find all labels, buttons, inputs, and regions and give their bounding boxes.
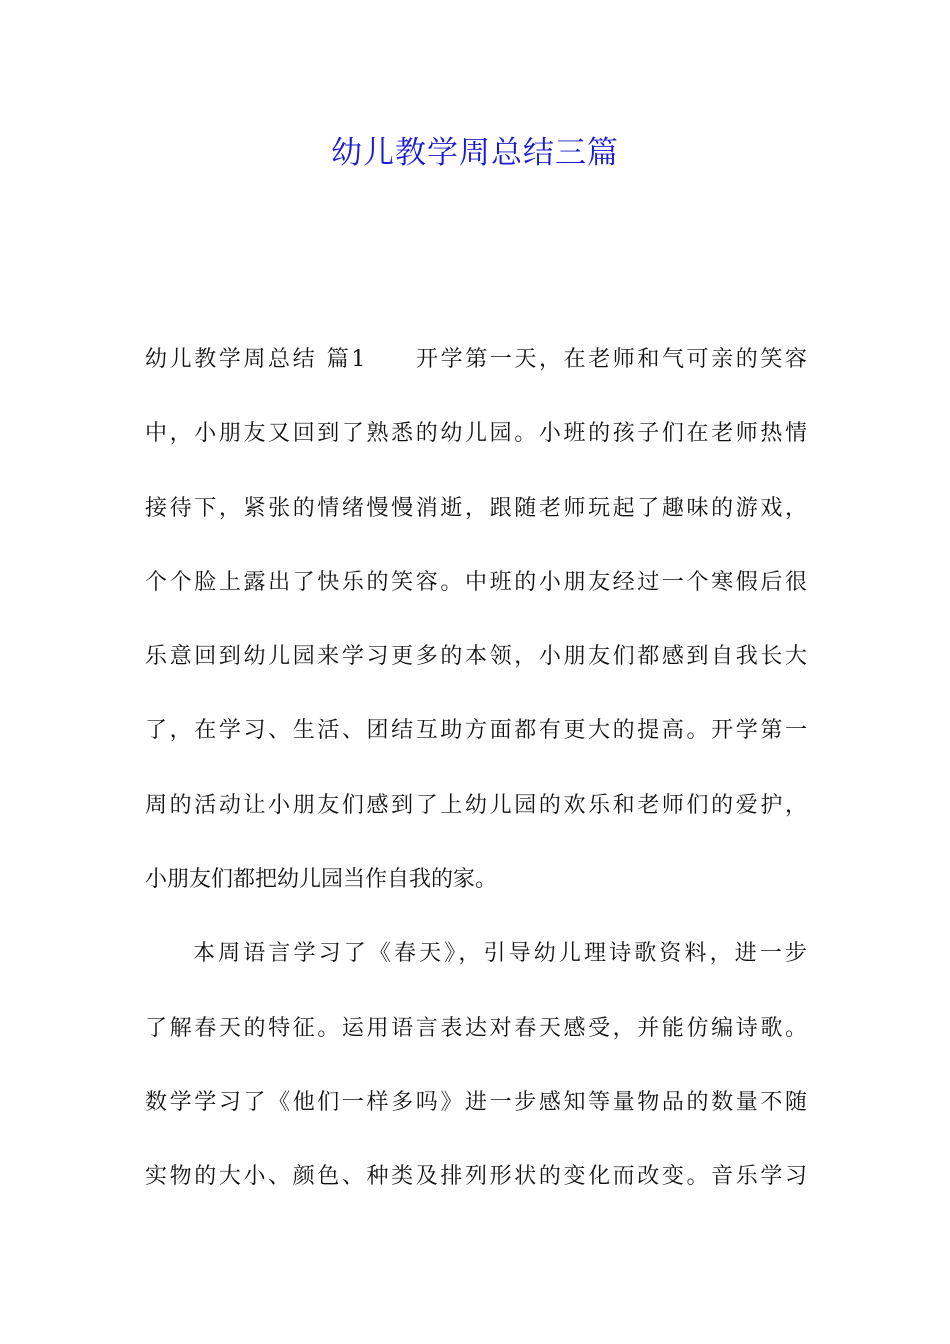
paragraph-line: 乐意回到幼儿园来学习更多的本领，小朋友们都感到自我长大 (145, 644, 807, 670)
paragraph-line: 小朋友们都把幼儿园当作自我的家。 (145, 867, 498, 893)
paragraph-line: 实物的大小、颜色、种类及排列形状的变化而改变。音乐学习 (145, 1164, 807, 1190)
paragraph-line: 数学学习了《他们一样多吗》进一步感知等量物品的数量不随 (145, 1089, 807, 1115)
section-heading: 幼儿教学周总结 篇1 (145, 347, 366, 372)
paragraph-line: 中，小朋友又回到了熟悉的幼儿园。小班的孩子们在老师热情 (145, 421, 807, 447)
paragraph-line (145, 336, 807, 410)
paragraph-line: 接待下，紧张的情绪慢慢消逝，跟随老师玩起了趣味的游戏， (145, 495, 807, 521)
paragraph-line: 个个脸上露出了快乐的笑容。中班的小朋友经过一个寒假后很 (145, 569, 807, 595)
paragraph-line: 了解春天的特征。运用语言表达对春天感受，并能仿编诗歌。 (145, 1015, 807, 1041)
paragraph-line: 本周语言学习了《春天》，引导幼儿理诗歌资料，进一步 (193, 941, 807, 967)
paragraph-line: 周的活动让小朋友们感到了上幼儿园的欢乐和老师们的爱护， (145, 792, 807, 818)
paragraph-line-text: 开学第一天，在老师和气可亲的笑容 (413, 347, 807, 372)
document-body (145, 336, 807, 1228)
paragraph-line: 了，在学习、生活、团结互助方面都有更大的提高。开学第一 (145, 718, 807, 744)
document-title: 幼儿教学周总结三篇 (331, 135, 619, 171)
